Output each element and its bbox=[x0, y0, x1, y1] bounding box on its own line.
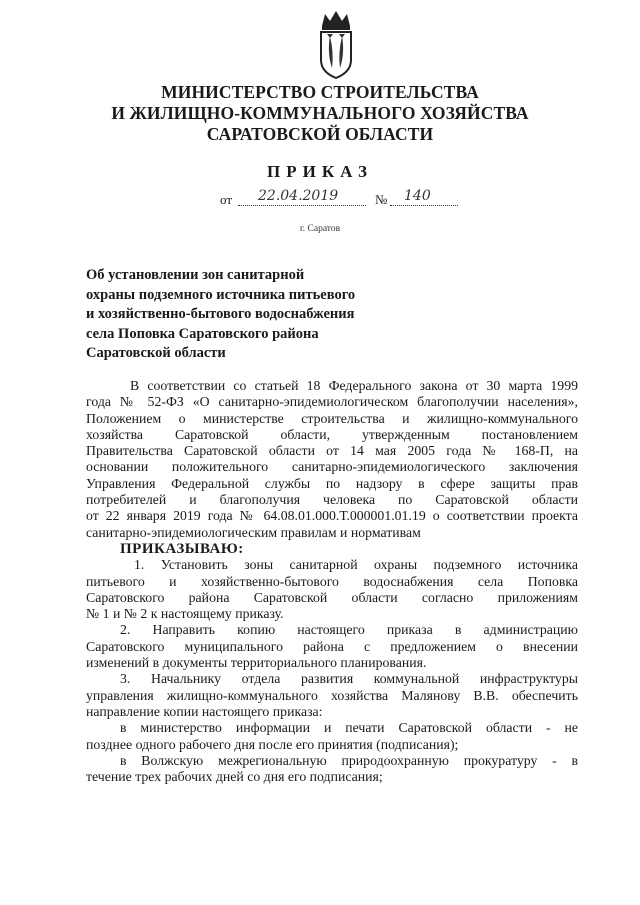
body-line: в Волжскую межрегиональную природоохранную прокуратуру - в bbox=[120, 752, 578, 768]
subject-line: Саратовской области bbox=[86, 345, 226, 361]
order-title: ПРИКАЗ bbox=[267, 162, 373, 181]
body-line: санитарно-эпидемиологическим правилам и нормативам bbox=[86, 524, 421, 540]
body-line: года № 52-ФЗ «О санитарно-эпидемиологическом благополучии населения», bbox=[86, 394, 578, 410]
body-line: основании положительного санитарно-эпидемиологического заключения bbox=[86, 459, 578, 475]
body-line: управления жилищно-коммунального хозяйства Малянову В.В. обеспечить bbox=[86, 687, 578, 703]
body-line: 3. Начальнику отдела развития коммунальной инфраструктуры bbox=[120, 671, 578, 687]
city: г. Саратов bbox=[299, 224, 341, 234]
body-line: 2. Направить копию настоящего приказа в администрацию bbox=[120, 622, 578, 638]
date-prefix: от bbox=[220, 192, 233, 207]
order-subject bbox=[86, 266, 446, 364]
order-date: 22.04.2019 bbox=[258, 188, 339, 204]
subject-line: села Поповка Саратовского района bbox=[86, 325, 319, 342]
body-line: 1. Установить зоны санитарной охраны подземного источника bbox=[134, 557, 578, 573]
body-line: хозяйства Саратовской области, утвержденным постановлением bbox=[86, 426, 578, 442]
order-date-number bbox=[220, 188, 460, 210]
ministry-line: И ЖИЛИЩНО-КОММУНАЛЬНОГО ХОЗЯЙСТВА bbox=[111, 103, 529, 123]
ministry-line: САРАТОВСКОЙ ОБЛАСТИ bbox=[206, 124, 434, 144]
body-line: потребителей и благополучия человека по Саратовской области bbox=[86, 492, 578, 508]
body-line: течение трех рабочих дней со дня его подписания; bbox=[86, 769, 383, 785]
body-line: Управления Федеральной службы по надзору в сфере защиты прав bbox=[86, 475, 578, 491]
body-line: № 1 и № 2 к настоящему приказу. bbox=[86, 606, 284, 622]
body-line: Положением о министерстве строительства и жилищно-коммунального bbox=[86, 410, 578, 426]
body-line: Правительства Саратовской области от 14 мая 2005 года № 168-П, на bbox=[86, 443, 578, 459]
number-prefix: № bbox=[375, 192, 388, 207]
orders-heading: ПРИКАЗЫВАЮ: bbox=[120, 540, 244, 557]
ministry-name bbox=[0, 82, 640, 145]
body-line: направление копии настоящего приказа: bbox=[86, 703, 323, 719]
subject-line: охраны подземного источника питьевого bbox=[86, 286, 356, 303]
ministry-line: МИНИСТЕРСТВО СТРОИТЕЛЬСТВА bbox=[161, 82, 479, 102]
coat-of-arms-icon bbox=[313, 8, 359, 80]
body-line: позднее одного рабочего дня после его принятия (подписания); bbox=[86, 736, 459, 752]
order-body bbox=[86, 378, 578, 785]
subject-line: и хозяйственно-бытового водоснабжения bbox=[86, 306, 355, 322]
body-line: Саратовского района Саратовской области согласно приложениям bbox=[86, 589, 578, 605]
number-underline bbox=[390, 205, 458, 206]
body-line: в министерство информации и печати Саратовской области - не bbox=[120, 720, 578, 736]
body-line: от 22 января 2019 года № 64.08.01.000.Т.000001.01.19 о соответствии проекта bbox=[86, 508, 578, 524]
order-number: 140 bbox=[404, 188, 431, 204]
body-line: изменений в документы территориального планирования. bbox=[86, 655, 427, 671]
body-line: питьевого и хозяйственно-бытового водоснабжения села Поповка bbox=[86, 573, 578, 589]
body-line: В соответствии со статьей 18 Федерального закона от 30 марта 1999 bbox=[130, 378, 578, 393]
subject-line: Об установлении зон санитарной bbox=[86, 267, 305, 283]
body-line: Саратовского муниципального района с предложением о внесении bbox=[86, 638, 578, 654]
date-underline bbox=[238, 205, 366, 206]
